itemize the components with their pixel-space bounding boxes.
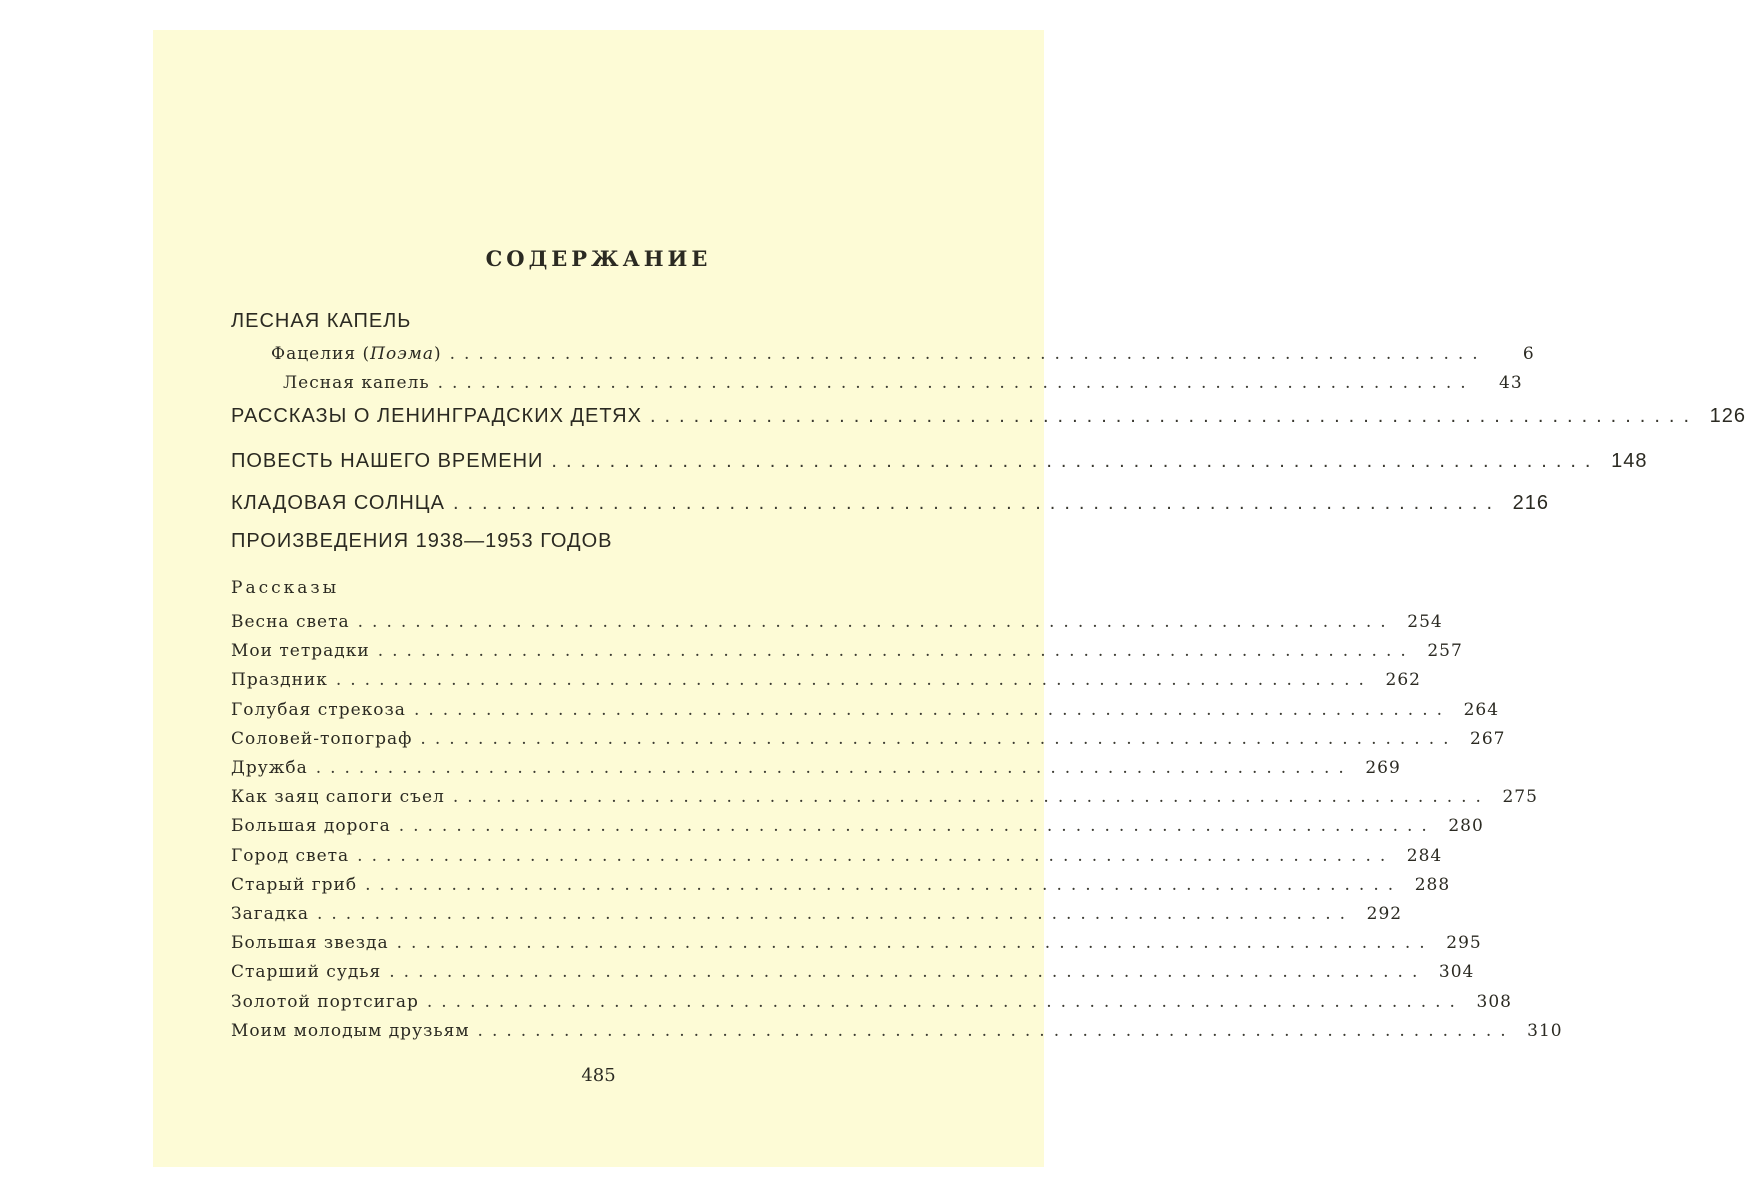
toc-section-tale-of-our-time[interactable] (231, 450, 1648, 473)
toc-story-item[interactable] (231, 962, 1475, 983)
leader-dots: ........................................................................ (452, 492, 1502, 514)
toc-story-page: 275 (1502, 787, 1538, 808)
leader-dots: ........................................................................ (420, 728, 1458, 749)
toc-story-page: 264 (1463, 699, 1500, 720)
toc-story-item[interactable] (231, 612, 1443, 632)
toc-story-item[interactable] (231, 991, 1512, 1012)
leader-dots: ........................................................................ (437, 373, 1475, 393)
toc-story-label: Как заяц сапоги съел (231, 787, 445, 808)
part2-subheading: Рассказы (231, 578, 340, 598)
leader-dots: ........................................................................ (449, 344, 1487, 364)
toc-section-label: ПОВЕСТЬ НАШЕГО ВРЕМЕНИ (231, 450, 544, 472)
toc-story-label: Большая дорога (231, 816, 391, 837)
toc-story-page: 280 (1448, 816, 1484, 837)
toc-story-page: 304 (1438, 962, 1475, 983)
toc-item-page: 43 (1499, 373, 1523, 393)
toc-story-label: Мои тетрадки (231, 641, 370, 662)
page-number: 485 (581, 1065, 616, 1086)
toc-story-page: 262 (1385, 670, 1421, 691)
leader-dots: ........................................................................ (452, 787, 1490, 808)
leader-dots: ........................................................................ (335, 670, 1373, 691)
toc-story-page: 267 (1470, 728, 1506, 749)
toc-section-leningrad-children[interactable] (231, 405, 1746, 428)
toc-section-pantry-of-sun[interactable] (231, 492, 1550, 515)
toc-story-label: Дружба (231, 758, 308, 778)
toc-item-forest-drops[interactable] (283, 373, 1523, 393)
toc-story-item[interactable] (231, 904, 1403, 924)
leader-dots: ........................................................................ (357, 845, 1395, 866)
toc-story-label: Старый гриб (231, 874, 358, 895)
toc-story-label: Соловей-топограф (231, 728, 413, 749)
leader-dots: ........................................................................ (413, 699, 1452, 720)
toc-story-label: Загадка (231, 904, 309, 924)
toc-item-label: Лесная капель (283, 373, 430, 393)
toc-story-page: 292 (1366, 904, 1403, 924)
toc-item-label: Фацелия (Поэма) (271, 344, 442, 364)
toc-story-item[interactable] (231, 641, 1463, 662)
toc-section-page: 216 (1512, 492, 1550, 514)
part1-heading: ЛЕСНАЯ КАПЕЛЬ (231, 310, 412, 332)
toc-story-page: 284 (1406, 845, 1443, 866)
leader-dots: ........................................................................ (315, 758, 1353, 778)
toc-story-item[interactable] (231, 728, 1506, 749)
toc-item-page: 6 (1522, 344, 1535, 364)
leader-dots: ........................................................................ (426, 991, 1464, 1012)
toc-section-page: 148 (1611, 450, 1648, 472)
leader-dots: ........................................................................ (357, 612, 1395, 632)
leader-dots: ........................................................................ (398, 816, 1436, 837)
page-title: СОДЕРЖАНИЕ (485, 246, 712, 271)
leader-dots: ........................................................................ (551, 450, 1600, 472)
toc-story-page: 310 (1527, 1020, 1563, 1041)
toc-story-item[interactable] (231, 933, 1482, 954)
toc-story-item[interactable] (231, 670, 1421, 691)
toc-story-item[interactable] (231, 758, 1401, 778)
toc-story-label: Весна света (231, 612, 350, 632)
toc-story-item[interactable] (231, 874, 1451, 895)
toc-story-item[interactable] (231, 787, 1538, 808)
toc-story-label: Город света (231, 845, 350, 866)
toc-story-item[interactable] (231, 699, 1500, 720)
leader-dots: ........................................................................ (477, 1020, 1515, 1041)
part2-heading: ПРОИЗВЕДЕНИЯ 1938—1953 ГОДОВ (231, 530, 613, 552)
leader-dots: ........................................................................ (389, 962, 1427, 983)
toc-story-page: 269 (1365, 758, 1401, 778)
toc-item-genre: Поэма (370, 344, 434, 364)
toc-story-label: Голубая стрекоза (231, 699, 406, 720)
toc-story-label: Старший судья (231, 962, 382, 983)
toc-story-page: 288 (1414, 874, 1451, 895)
toc-story-page: 254 (1407, 612, 1443, 632)
toc-section-label: РАССКАЗЫ О ЛЕНИНГРАДСКИХ ДЕТЯХ (231, 405, 642, 427)
toc-section-page: 126 (1709, 405, 1746, 427)
leader-dots: ........................................................................ (377, 641, 1415, 662)
toc-story-page: 257 (1427, 641, 1463, 662)
book-page (153, 30, 1746, 1167)
leader-dots: ........................................................................ (317, 904, 1355, 924)
leader-dots: ........................................................................ (649, 405, 1699, 427)
toc-story-page: 295 (1446, 933, 1482, 954)
toc-story-label: Моим молодым друзьям (231, 1020, 470, 1041)
leader-dots: ........................................................................ (396, 933, 1434, 954)
leader-dots: ........................................................................ (365, 874, 1403, 895)
toc-story-label: Праздник (231, 670, 328, 691)
toc-section-label: КЛАДОВАЯ СОЛНЦА (231, 492, 445, 514)
toc-story-item[interactable] (231, 1020, 1563, 1041)
toc-story-label: Большая звезда (231, 933, 389, 954)
toc-story-item[interactable] (231, 816, 1484, 837)
toc-story-label: Золотой портсигар (231, 991, 419, 1012)
toc-story-page: 308 (1476, 991, 1512, 1012)
toc-item-phacelia[interactable] (271, 344, 1535, 364)
toc-story-item[interactable] (231, 845, 1443, 866)
